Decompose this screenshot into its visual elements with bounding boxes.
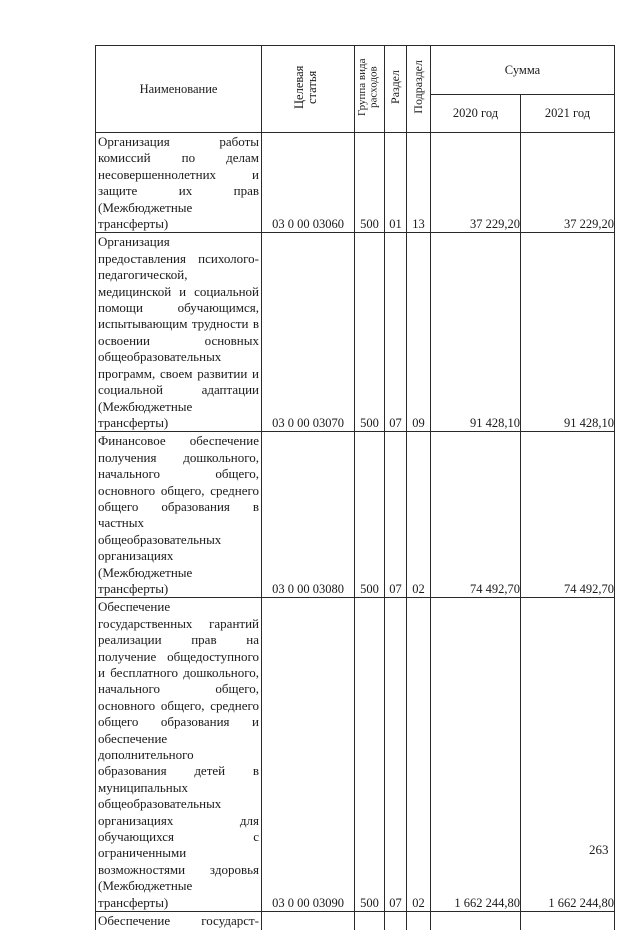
row-target: 03 0 00 03080: [262, 432, 355, 598]
row-target: 03 0 00 03070: [262, 233, 355, 432]
row-group: 500: [355, 598, 385, 912]
table-row: [96, 233, 615, 432]
row-section: 07: [385, 233, 407, 432]
header-name: Наименование: [96, 46, 262, 133]
table-row: [96, 432, 615, 598]
header-year-2021: 2021 год: [521, 95, 615, 133]
row-group: 500: [355, 432, 385, 598]
row-amount-2020: 37 229,20: [431, 133, 521, 233]
header-target: Целевая статья: [262, 46, 355, 133]
row-amount-2021: [521, 912, 615, 930]
row-amount-2021: 91 428,10: [521, 233, 615, 432]
row-name: Обеспечение государст-: [96, 912, 262, 930]
table-row: [96, 598, 615, 912]
row-group: 500: [355, 133, 385, 233]
row-name: Финансовое обеспечение получения дошкольного, начального общего, основного общего, среднего общего образования в частных общеобразовательных организациях (Межбюджетные трансферты): [96, 432, 262, 598]
row-section: 07: [385, 598, 407, 912]
row-target: 03 0 00 03090: [262, 598, 355, 912]
row-subsection: 13: [407, 133, 431, 233]
row-amount-2020: 91 428,10: [431, 233, 521, 432]
row-section: [385, 912, 407, 930]
row-name: Организация работы комиссий по делам несовершеннолетних и защите их прав (Межбюджетные трансферты): [96, 133, 262, 233]
header-year-2020: 2020 год: [431, 95, 521, 133]
row-subsection: 09: [407, 233, 431, 432]
row-section: 01: [385, 133, 407, 233]
row-amount-2021: 1 662 244,80: [521, 598, 615, 912]
row-section: 07: [385, 432, 407, 598]
row-amount-2020: 74 492,70: [431, 432, 521, 598]
row-amount-2021: 74 492,70: [521, 432, 615, 598]
table-row-continued: [96, 912, 615, 930]
header-row-1: [96, 46, 615, 95]
row-amount-2021: 37 229,20: [521, 133, 615, 233]
header-subsection: Подраздел: [407, 46, 431, 133]
header-section: Раздел: [385, 46, 407, 133]
row-subsection: [407, 912, 431, 930]
row-group: [355, 912, 385, 930]
row-subsection: 02: [407, 598, 431, 912]
row-subsection: 02: [407, 432, 431, 598]
row-group: 500: [355, 233, 385, 432]
header-sum: Сумма: [431, 46, 615, 95]
budget-table: [95, 45, 615, 930]
page-number: 263: [589, 842, 609, 857]
header-group: Группа вида расходов: [355, 46, 385, 133]
row-amount-2020: 1 662 244,80: [431, 598, 521, 912]
row-target: 03 0 00 03060: [262, 133, 355, 233]
table-row: [96, 133, 615, 233]
row-amount-2020: [431, 912, 521, 930]
row-target: [262, 912, 355, 930]
row-name: Обеспечение государственных гарантий реализации прав на получение общедоступного и бесплатного дошкольного, начального общего, основного общего, среднего общего образования и обеспечение дополнительного образования детей в муниципальных общеобразовательных организациях для обучающихся с ограниченными возможностями здоровья (Межбюджетные трансферты): [96, 598, 262, 912]
row-name: Организация предоставления психолого-педагогической, медицинской и социальной помощи обучающимся, испытывающим трудности в освоении основных общеобразовательных программ, своем развитии и социальной адаптации (Межбюджетные трансферты): [96, 233, 262, 432]
